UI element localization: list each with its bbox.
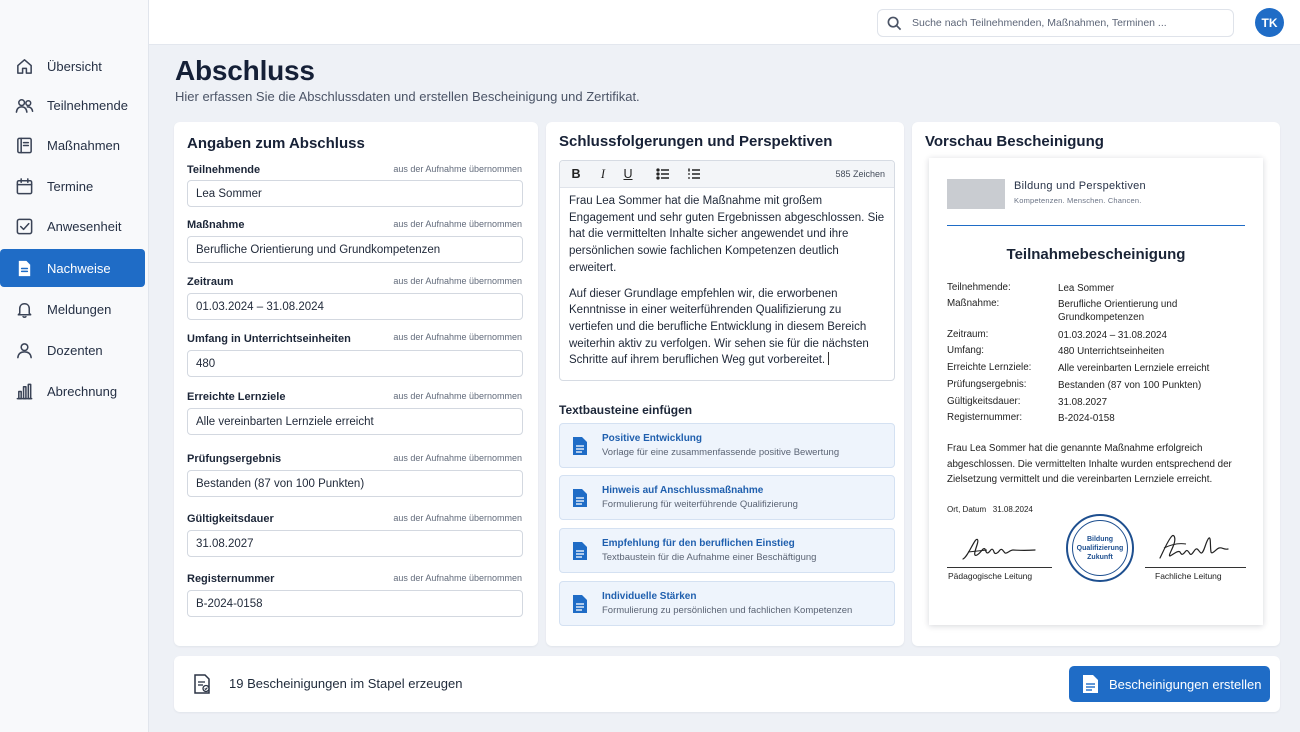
cert-value: Alle vereinbarten Lernziele erreicht: [1058, 363, 1210, 374]
cert-label: Maßnahme:: [947, 298, 1000, 309]
cert-value: 01.03.2024 – 31.08.2024: [1058, 330, 1167, 341]
seal-text: Bildung Qualifizierung Zukunft: [1072, 520, 1128, 576]
cert-value: Bestanden (87 von 100 Punkten): [1058, 380, 1202, 391]
bullet-list-button[interactable]: [655, 166, 671, 182]
sidebar-item-label: Anwesenheit: [47, 218, 122, 234]
snippets-title: Textbausteine einfügen: [559, 403, 693, 417]
search-box[interactable]: [877, 9, 1234, 37]
gueltigkeitsdauer-field[interactable]: [187, 530, 523, 557]
cert-label: Teilnehmende:: [947, 282, 1011, 293]
zeitraum-field[interactable]: [187, 293, 523, 320]
field-hint: aus der Aufnahme übernommen: [393, 219, 522, 229]
document-icon: [572, 488, 588, 508]
field-label-teilnehmende: Teilnehmende: [187, 164, 261, 176]
sidebar-item-termine[interactable]: [0, 167, 145, 205]
snippet-desc: Formulierung für weiterführende Qualifizierung: [602, 499, 798, 510]
logo-placeholder: [947, 179, 1005, 209]
snippet-desc: Textbaustein für die Aufnahme einer Beschäftigung: [602, 552, 817, 563]
snippet-desc: Formulierung zu persönlichen und fachlichen Kompetenzen: [602, 605, 853, 616]
header-divider: [947, 225, 1245, 226]
signature-label: Fachliche Leitung: [1155, 571, 1222, 581]
field-label-gueltigkeitsdauer: Gültigkeitsdauer: [187, 513, 274, 525]
cert-label: Umfang:: [947, 345, 985, 356]
sidebar-item-nachweise[interactable]: [0, 249, 145, 287]
editor-paragraph: [569, 286, 887, 370]
field-hint: aus der Aufnahme übernommen: [393, 391, 522, 401]
sidebar-item-uebersicht[interactable]: [0, 47, 145, 85]
preview-card: [912, 122, 1280, 646]
seal-stamp: [1066, 514, 1134, 582]
batch-label: 19 Bescheinigungen im Stapel erzeugen: [229, 676, 463, 691]
preview-card-title: Vorschau Bescheinigung: [925, 133, 1104, 150]
document-icon: [572, 436, 588, 456]
document-icon: [14, 258, 34, 278]
bold-button[interactable]: B: [571, 167, 581, 181]
snippet-positive-entwicklung[interactable]: [559, 423, 895, 468]
signature-line: [947, 567, 1052, 568]
snippet-desc: Vorlage für eine zusammenfassende positive Bewertung: [602, 447, 840, 458]
sidebar-item-teilnehmende[interactable]: [0, 86, 145, 124]
avatar[interactable]: TK: [1255, 8, 1284, 37]
field-label-zeitraum: Zeitraum: [187, 276, 234, 288]
cert-label: Zeitraum:: [947, 329, 989, 340]
editor-card: [546, 122, 904, 646]
place-date: [947, 505, 1033, 514]
page-subtitle: Hier erfassen Sie die Abschlussdaten und erstellen Bescheinigung und Zertifikat.: [175, 89, 640, 104]
search-icon: [887, 16, 902, 31]
cert-value: Berufliche Orientierung und Grundkompetenzen: [1058, 299, 1178, 323]
cert-label: Gültigkeitsdauer:: [947, 396, 1021, 407]
page-title: Abschluss: [175, 55, 315, 86]
snippet-anschlussmassnahme[interactable]: [559, 475, 895, 520]
sidebar-item-label: Übersicht: [47, 58, 102, 74]
document-icon: [1082, 674, 1099, 694]
field-hint: aus der Aufnahme übernommen: [393, 276, 522, 286]
underline-button[interactable]: U: [623, 167, 633, 181]
snippet-title: Individuelle Stärken: [602, 591, 697, 602]
char-count: 585 Zeichen: [835, 169, 885, 179]
field-label-registernummer: Registernummer: [187, 573, 275, 585]
certificate-title: Teilnahmebescheinigung: [1006, 246, 1186, 263]
sidebar-item-label: Abrechnung: [47, 383, 118, 399]
create-certificates-button[interactable]: [1069, 666, 1270, 702]
bar-chart-icon: [14, 381, 34, 401]
org-name: Bildung und Perspektiven: [1014, 180, 1146, 192]
sidebar: [0, 0, 149, 732]
editor-card-title: Schlussfolgerungen und Perspektiven: [559, 133, 833, 150]
org-tagline: Kompetenzen. Menschen. Chancen.: [1014, 196, 1142, 205]
sidebar-item-meldungen[interactable]: [0, 290, 145, 328]
field-label-umfang: Umfang in Unterrichtseinheiten: [187, 333, 351, 345]
create-certificates-label: Bescheinigungen erstellen: [1109, 676, 1262, 692]
text-editor[interactable]: [559, 160, 895, 381]
sidebar-item-label: Termine: [47, 178, 94, 194]
cert-label: Prüfungsergebnis:: [947, 379, 1027, 390]
bell-icon: [14, 299, 34, 319]
sidebar-item-label: Maßnahmen: [47, 137, 120, 153]
calendar-icon: [14, 176, 34, 196]
certificate-body: Frau Lea Sommer hat die genannte Maßnahme erfolgreich abgeschlossen. Die vermittelten Inhalte wurden entsprechend der Zielsetzung vermittelt und die vereinbarten Lernziele erreicht.: [947, 443, 1232, 485]
check-square-icon: [14, 216, 34, 236]
registernummer-field[interactable]: [187, 590, 523, 617]
users-icon: [14, 95, 34, 115]
search-input[interactable]: [912, 17, 1222, 29]
place-label: Ort, Datum: [947, 505, 987, 514]
field-hint: aus der Aufnahme übernommen: [393, 164, 522, 174]
cert-value: 31.08.2027: [1058, 397, 1108, 408]
field-label-lernziele: Erreichte Lernziele: [187, 391, 286, 403]
field-label-pruefungsergebnis: Prüfungsergebnis: [187, 453, 282, 465]
massnahme-field[interactable]: [187, 236, 523, 263]
snippet-title: Empfehlung für den beruflichen Einstieg: [602, 538, 795, 549]
field-hint: aus der Aufnahme übernommen: [393, 513, 522, 523]
form-card-title: Angaben zum Abschluss: [187, 135, 365, 152]
topbar: [149, 0, 1300, 45]
signature-left: [959, 533, 1041, 565]
form-card: [174, 122, 538, 646]
cert-label: Erreichte Lernziele:: [947, 362, 1032, 373]
numbered-list-button[interactable]: [686, 166, 702, 182]
lernziele-field[interactable]: [187, 408, 523, 435]
date-value: 31.08.2024: [992, 505, 1033, 514]
field-hint: aus der Aufnahme übernommen: [393, 332, 522, 342]
cert-value: Lea Sommer: [1058, 283, 1115, 294]
numbered-list-icon: [687, 167, 701, 181]
teilnehmende-field[interactable]: [187, 180, 523, 207]
cert-value: 480 Unterrichtseinheiten: [1058, 346, 1165, 357]
certificate-preview: [929, 158, 1263, 625]
batch-bar: [174, 656, 1280, 712]
snippet-title: Hinweis auf Anschlussmaßnahme: [602, 485, 764, 496]
sidebar-item-label: Dozenten: [47, 342, 103, 358]
bullet-list-icon: [656, 167, 670, 181]
cert-value: B-2024-0158: [1058, 413, 1115, 424]
sidebar-item-massnahmen[interactable]: [0, 126, 145, 164]
editor-content[interactable]: [569, 193, 887, 378]
home-icon: [14, 56, 34, 76]
signature-right: [1154, 530, 1234, 564]
user-icon: [14, 340, 34, 360]
field-label-massnahme: Maßnahme: [187, 219, 245, 231]
text-caret: [828, 352, 829, 365]
batch-document-icon: [191, 673, 213, 695]
italic-button[interactable]: I: [600, 166, 606, 181]
field-hint: aus der Aufnahme übernommen: [393, 453, 522, 463]
book-icon: [14, 135, 34, 155]
snippet-title: Positive Entwicklung: [602, 433, 703, 444]
editor-paragraph: Frau Lea Sommer hat die Maßnahme mit großem Engagement und sehr guten Ergebnissen abgeschlossen. Sie hat die vermittelten Inhalte sicher angewendet und ihre persönlichen sowie fachlichen Kompetenzen deutlich erweitert.: [569, 195, 885, 274]
sidebar-item-abrechnung[interactable]: [0, 372, 145, 410]
editor-paragraph-text: Auf dieser Grundlage empfehlen wir, die erworbenen Kenntnisse in einer weiterführenden Qualifizierung zu vertiefen und die berufliche Entwicklung in diesem Bereich weiterhin aktiv zu verfolgen. Wir sehen sie für die nächsten Schritte auf ihrem beruflichen Weg gut vorbereitet.: [569, 287, 869, 367]
sidebar-item-label: Teilnehmende: [47, 97, 128, 113]
snippet-beruflicher-einstieg[interactable]: [559, 528, 895, 573]
field-hint: aus der Aufnahme übernommen: [393, 573, 522, 583]
document-icon: [572, 541, 588, 561]
sidebar-item-dozenten[interactable]: [0, 331, 145, 369]
sidebar-item-anwesenheit[interactable]: [0, 207, 145, 245]
signature-line: [1145, 567, 1246, 568]
sidebar-item-label: Nachweise: [47, 260, 111, 276]
umfang-field[interactable]: [187, 350, 523, 377]
document-icon: [572, 594, 588, 614]
snippet-individuelle-staerken[interactable]: [559, 581, 895, 626]
cert-label: Registernummer:: [947, 412, 1023, 423]
pruefungsergebnis-field[interactable]: [187, 470, 523, 497]
editor-toolbar: [560, 161, 894, 188]
sidebar-item-label: Meldungen: [47, 301, 112, 317]
signature-label: Pädagogische Leitung: [948, 571, 1033, 581]
